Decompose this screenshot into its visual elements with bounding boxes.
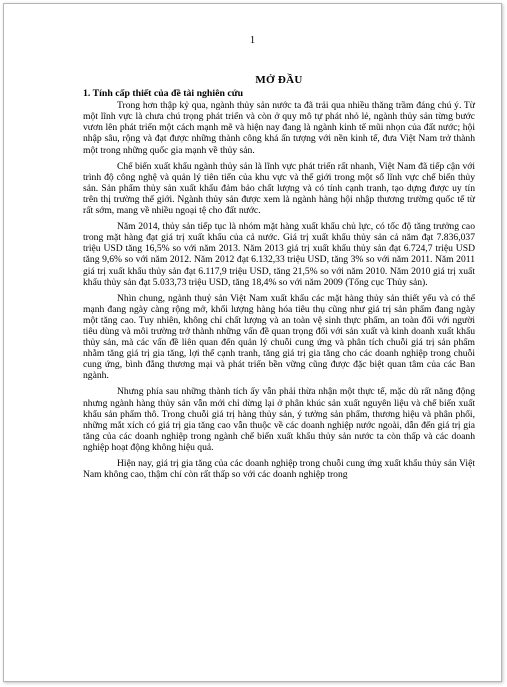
paragraph-5: Nhưng phía sau những thành tích ấy vẫn phải thừa nhận một thực tế, mặc dù rất năng động nhưng ngành hàng thủy sản vẫn mới chỉ dừng lại ở phân khúc sản xuất nguyên liệu và chế biến xuất khẩu sản phẩm thô. Trong chuỗi giá trị hàng thủy sản, ý tưởng sản phẩm, thương hiệu và phân phối, những mắt xích có giá trị gia tăng cao vẫn thuộc về các doanh nghiệp nước ngoài, dẫn đến giá trị gia tăng của các doanh nghiệp trong ngành chế biến xuất khẩu thủy sản nước ta còn thấp và các doanh nghiệp hoạt động không hiệu quả. (83, 386, 475, 453)
document-page (3, 3, 502, 682)
section-heading: 1. Tính cấp thiết của đề tài nghiên cứu (83, 88, 244, 100)
page-number: 1 (249, 35, 256, 46)
paragraph-4: Nhìn chung, ngành thuỷ sản Việt Nam xuất khẩu các mặt hàng thủy sản thiết yếu và có thể mạnh đang ngày càng rộng mở, khối lượng hàng hóa tiêu thụ cũng như giá trị sản phẩm đang ngày một tăng cao. Tuy nhiên, không chỉ chất lượng và an toàn vệ sinh thực phẩm, an toàn đối với người tiêu dùng và môi trường trở thành những vấn đề quan trọng đối với sản xuất và kinh doanh xuất khẩu thủy sản, mà các vấn đề liên quan đến quản lý chuỗi cung ứng và phân tích chuỗi giá trị sản phẩm nhằm tăng giá trị gia tăng, lợi thế cạnh tranh, tăng giá trị gia tăng cho các doanh nghiệp trong chuỗi cung ứng, bình đẳng thương mại và phát triển bền vững cũng được đặc biệt quan tâm của các Ban ngành. (83, 292, 475, 382)
paragraph-1: Trong hơn thập kỷ qua, ngành thủy sản nước ta đã trải qua nhiều thăng trầm đáng chú ý. Từ một lĩnh vực là chưa chú trọng phát triển và còn ở quy mô tự phát nhỏ lẻ, ngành thủy sản từng bước vươn lên phát triển một cách mạnh mẽ và hiện nay đang là ngành kinh tế mũi nhọn của đất nước; hội nhập sâu, rộng và đạt được những thành công khá ấn tượng với nền kinh tế, đưa Việt Nam trở thành một trong những quốc gia mạnh về thủy sản. (83, 100, 475, 156)
paragraph-2: Chế biến xuất khẩu ngành thủy sản là lĩnh vực phát triển rất nhanh, Việt Nam đã tiếp cận với trình độ công nghệ và quản lý tiên tiến của khu vực và thế giới trong một số lĩnh vực chế biến thủy sản. Sản phẩm thủy sản xuất khẩu đảm bảo chất lượng và có tính cạnh tranh, tạo dựng được uy tín trên thị trường thế giới. Ngành thủy sản được xem là ngành hàng hội nhập thương trường quốc tế từ rất sớm, mang về nhiều ngoại tệ cho đất nước. (83, 160, 475, 217)
paragraph-3: Năm 2014, thủy sản tiếp tục là nhóm mặt hàng xuất khẩu chủ lực, có tốc độ tăng trưởng cao trong mặt hàng đạt giá trị xuất khẩu của cả nước. Giá trị xuất khẩu thủy sản cả năm đạt 7.836,037 triệu USD tăng 16,5% so với năm 2013. Năm 2013 giá trị xuất khẩu thủy sản đạt 6.724,7 triệu USD tăng 9,6% so với năm 2012. Năm 2012 đạt 6.132,33 triệu USD, tăng 3% so với năm 2011. Năm 2011 giá trị xuất khẩu thủy sản đạt 6.117,9 triệu USD, tăng 21,5% so với năm 2010. Năm 2010 giá trị xuất khẩu thủy sản đạt 5.033,73 triệu USD, tăng 18,4% so với năm 2009 (Tổng cục Thủy sản). (83, 221, 475, 288)
page-title: MỞ ĐẦU (255, 74, 303, 86)
page-content (83, 75, 475, 485)
paragraph-6: Hiện nay, giá trị gia tăng của các doanh nghiệp trong chuỗi cung ứng xuất khẩu thủy sản Việt Nam không cao, thậm chí còn rất thấp so với các doanh nghiệp trong (83, 458, 475, 481)
